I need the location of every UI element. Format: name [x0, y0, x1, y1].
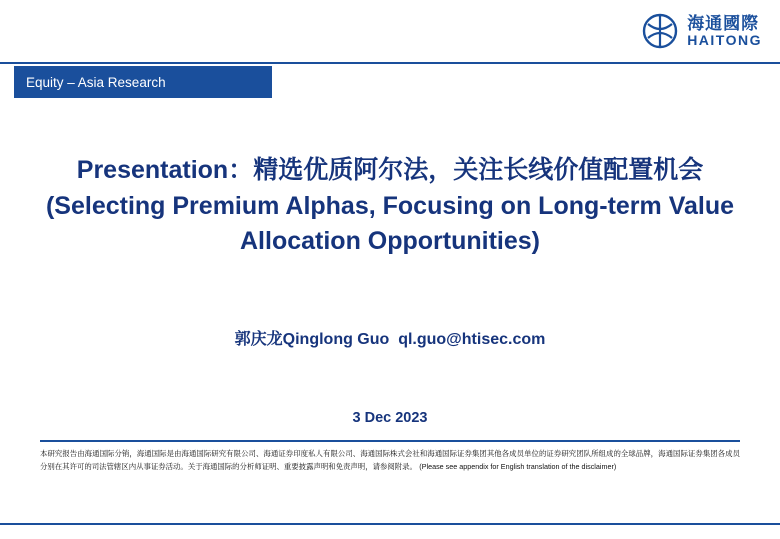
- title-chinese-tail: 会: [678, 155, 704, 184]
- disclaimer-text: [40, 448, 740, 474]
- disclaimer-divider: [40, 440, 740, 442]
- author-email[interactable]: ql.guo@htisec.com: [398, 331, 546, 348]
- title-chinese: 精选优质阿尔法，关注长线价值配置机: [253, 155, 679, 184]
- header-divider: [0, 62, 780, 64]
- equity-asia-research-tag: Equity – Asia Research: [14, 66, 272, 98]
- haitong-logo: [641, 12, 762, 50]
- haitong-logo-mark: [641, 12, 679, 50]
- author-name-chinese: 郭庆龙: [234, 329, 283, 348]
- title-prefix: Presentation：: [76, 156, 254, 184]
- haitong-logo-chinese: 海通國際: [687, 13, 760, 34]
- author-name-english: Qinglong Guo: [282, 331, 390, 348]
- title-english: (Selecting Premium Alphas, Focusing on Long-term Value Allocation Opportunities): [45, 191, 735, 255]
- disclaimer-chinese: 本研究报告由海通国际分销，海通国际是由海通国际研究有限公司、海通证券印度私人有限公司、海通国际株式会社和海通国际证券集团其他各成员单位的证券研究团队所组成的全球品牌，海通国际证券集团各成员分别在其许可的司法管辖区内从事证券活动。关于海通国际的分析师证明、重要披露声明和免责声明，请参阅附录。: [40, 449, 740, 471]
- author-line: [0, 326, 780, 349]
- page-title: [30, 152, 750, 260]
- haitong-logo-english: HAITONG: [687, 31, 762, 48]
- footer-divider: [0, 523, 780, 525]
- presentation-date: 3 Dec 2023: [352, 410, 428, 426]
- haitong-logo-text: [687, 13, 762, 48]
- disclaimer-english: (Please see appendix for English translation of the disclaimer): [419, 461, 617, 471]
